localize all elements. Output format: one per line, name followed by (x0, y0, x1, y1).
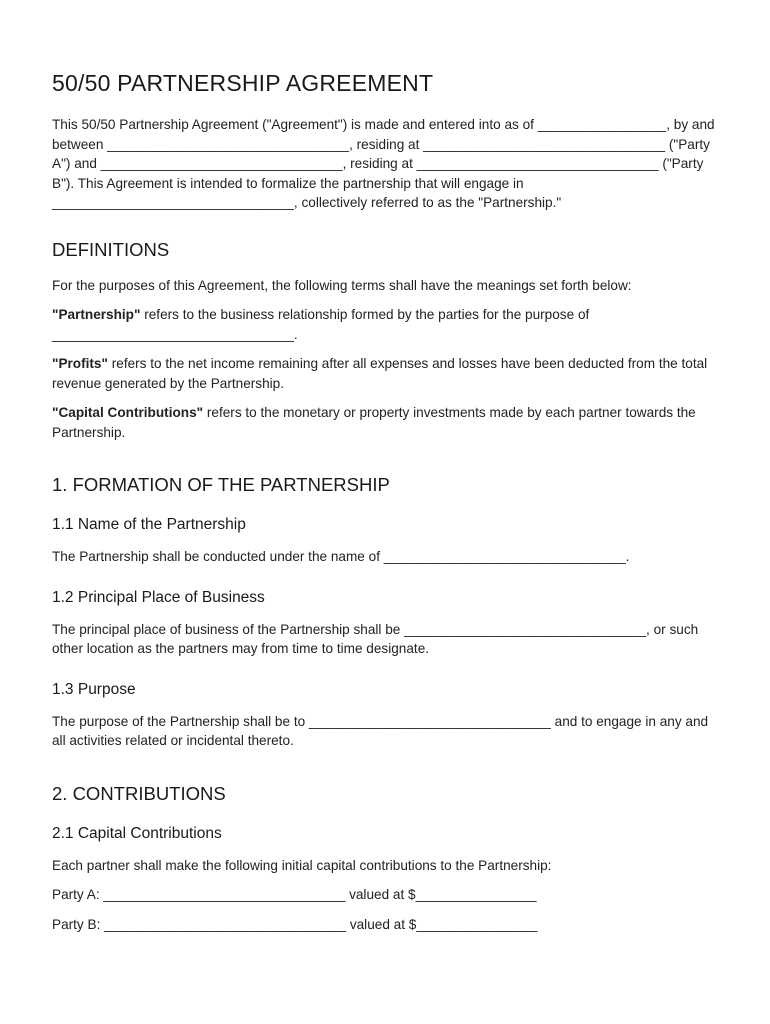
definition-profits (52, 354, 718, 393)
capital-lead: Each partner shall make the following initial capital contributions to the Partnership: (52, 857, 552, 873)
place-heading: 1.2 Principal Place of Business (52, 588, 265, 606)
definition-text: refers to the net income remaining after all expenses and losses have been deducted from the total revenue generated by the Partnership. (52, 356, 708, 391)
definition-term: "Profits" (52, 356, 108, 371)
definition-term: "Capital Contributions" (52, 405, 204, 420)
place-text: The principal place of business of the Partnership shall be ________________________________, or such other location as the partners may from time to time designate. (52, 621, 699, 656)
formation-section (52, 474, 718, 751)
contributions-heading: 2. CONTRIBUTIONS (52, 782, 226, 804)
definitions-section (52, 239, 718, 443)
definitions-lead: For the purposes of this Agreement, the following terms shall have the meanings set forth below: (52, 277, 632, 293)
definition-text: refers to the monetary or property investments made by each partner towards the Partnership. (52, 405, 696, 440)
definition-partnership (52, 305, 718, 344)
document-title: 50/50 PARTNERSHIP AGREEMENT (52, 70, 434, 96)
subsection-place (52, 589, 718, 659)
purpose-text: The purpose of the Partnership shall be to ________________________________ and to engage in any and all activities related or incidental thereto. (52, 713, 709, 748)
definition-text: refers to the business relationship formed by the parties for the purpose of ________________________________. (52, 307, 590, 342)
formation-heading: 1. FORMATION OF THE PARTNERSHIP (52, 474, 390, 495)
definitions-heading: DEFINITIONS (52, 238, 170, 260)
subsection-purpose (52, 681, 718, 751)
capital-heading: 2.1 Capital Contributions (52, 824, 222, 842)
definition-capital-contributions (52, 403, 718, 442)
name-text: The Partnership shall be conducted under the name of ________________________________. (52, 549, 630, 564)
subsection-capital (52, 825, 718, 935)
party-a-contribution: Party A: ________________________________ valued at $________________ (52, 887, 537, 902)
name-heading: 1.1 Name of the Partnership (52, 516, 246, 533)
definition-term: "Partnership" (52, 307, 141, 322)
purpose-heading: 1.3 Purpose (52, 680, 136, 698)
party-b-contribution: Party B: ________________________________ valued at $________________ (52, 916, 538, 932)
intro-paragraph: This 50/50 Partnership Agreement ("Agreement") is made and entered into as of _________________, by and between ________________________________, residing at ________________________________ ("Party A") and ________________________________, residing at ________________________________ ("Party B"). This Agreement is intended to formalize the partnership that will engage in ________________________________, collectively referred to as the "Partnership." (52, 117, 715, 210)
subsection-name (52, 516, 718, 567)
contributions-section (52, 783, 718, 935)
